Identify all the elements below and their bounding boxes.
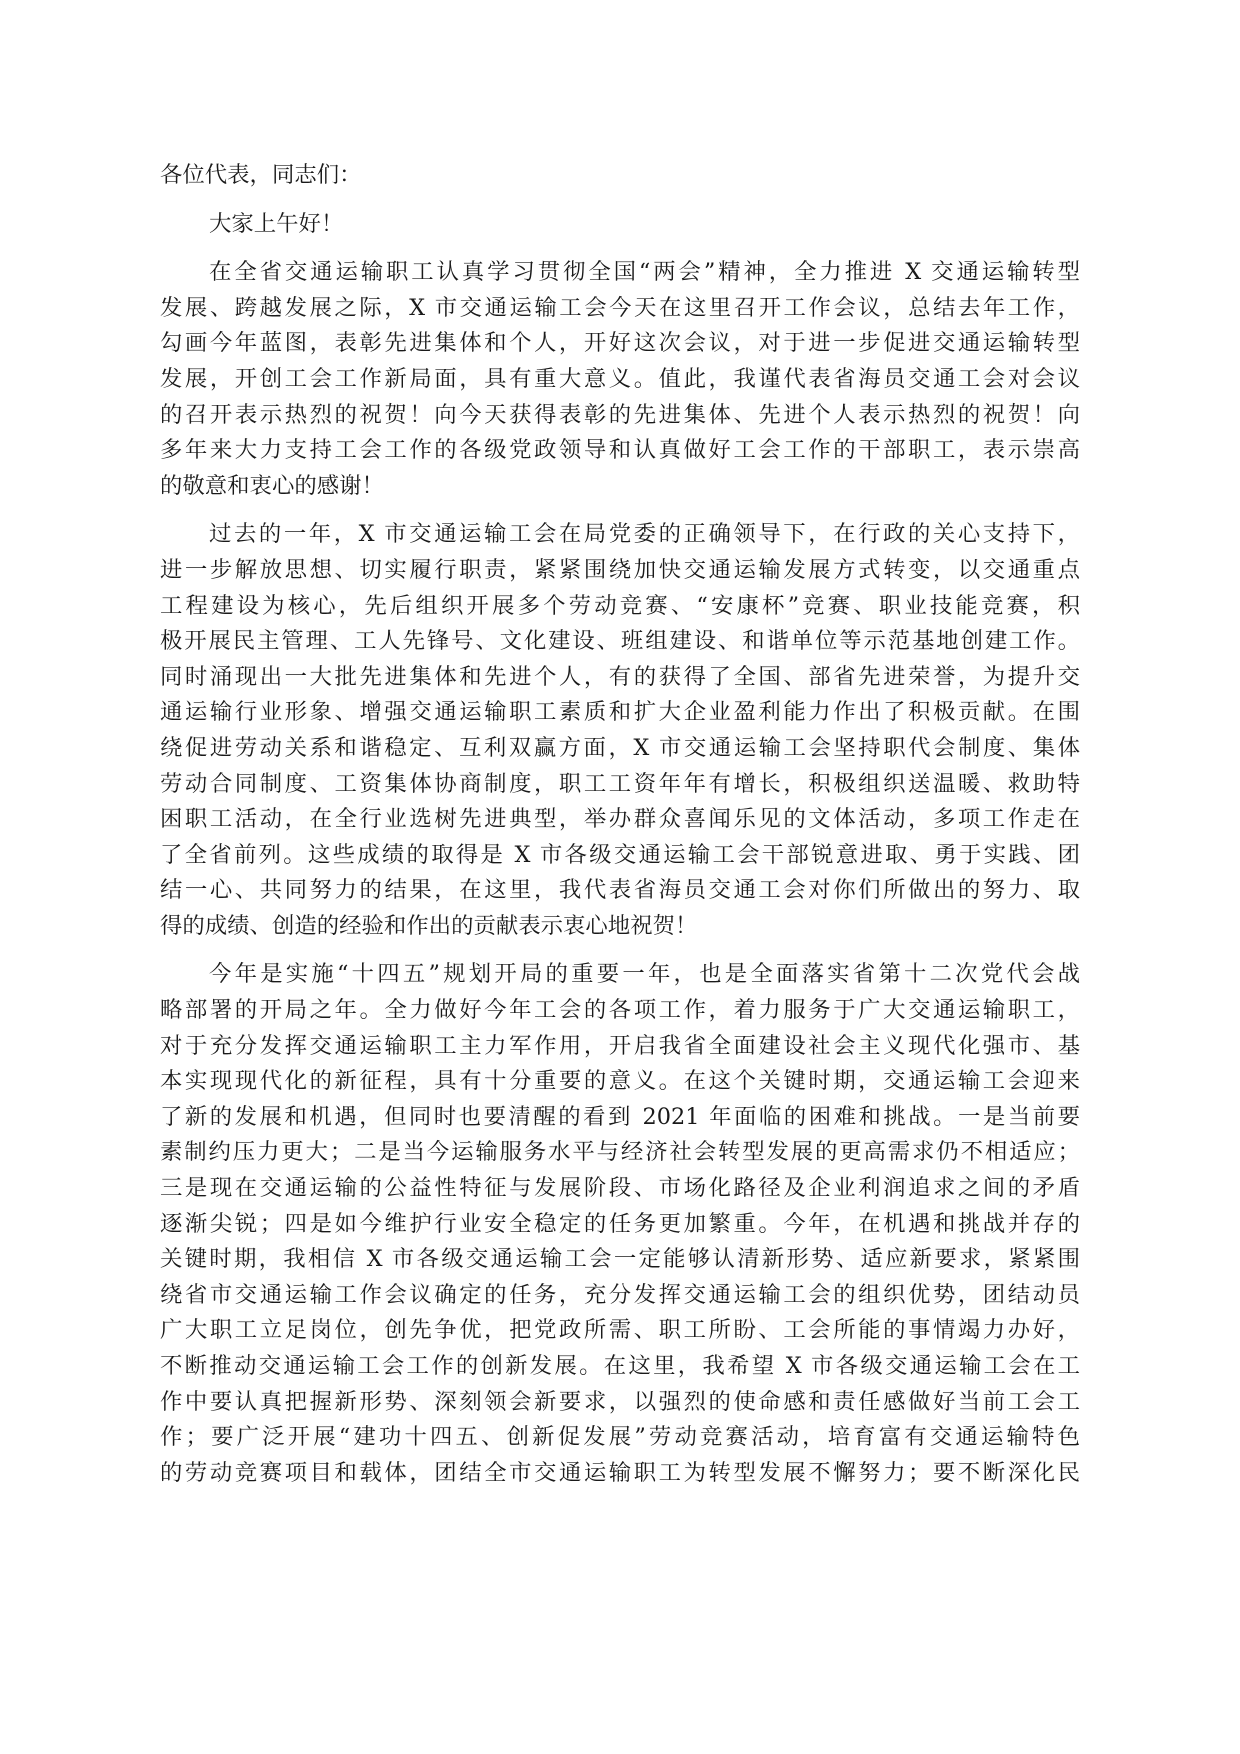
paragraph-congratulations bbox=[160, 255, 1080, 504]
paragraph-line: 的召开表示热烈的祝贺！向今天获得表彰的先进集体、先进个人表示热烈的祝贺！向 bbox=[160, 401, 1080, 428]
paragraph-line: 了新的发展和机遇，但同时也要清醒的看到 2021 年面临的困难和挑战。一是当前要 bbox=[160, 1103, 1080, 1130]
paragraph-line: 极开展民主管理、工人先锋号、文化建设、班组建设、和谐单位等示范基地创建工作。 bbox=[160, 628, 1080, 655]
paragraph-line: 作中要认真把握新形势、深刻领会新要求，以强烈的使命感和责任感做好当前工会工 bbox=[160, 1388, 1080, 1415]
paragraph-line: 今年是实施“十四五”规划开局的重要一年，也是全面落实省第十二次党代会战 bbox=[209, 961, 1080, 988]
paragraph-past-year bbox=[160, 517, 1080, 944]
paragraph-line: 同时涌现出一大批先进集体和先进个人，有的获得了全国、部省先进荣誉，为提升交 bbox=[160, 663, 1080, 690]
paragraph-line: 多年来大力支持工会工作的各级党政领导和认真做好工会工作的干部职工，表示崇高 bbox=[160, 437, 1080, 464]
paragraph-line: 绕促进劳动关系和谐稳定、互利双赢方面，X 市交通运输工会坚持职代会制度、集体 bbox=[160, 734, 1080, 761]
paragraph-line: 绕省市交通运输工作会议确定的任务，充分发挥交通运输工会的组织优势，团结动员 bbox=[160, 1281, 1080, 1308]
paragraph-line: 通运输行业形象、增强交通运输职工素质和扩大企业盈利能力作出了积极贡献。在围 bbox=[160, 699, 1080, 726]
paragraph-line: 的敬意和衷心的感谢！ bbox=[160, 472, 384, 499]
paragraph-line: 作；要广泛开展“建功十四五、创新促发展”劳动竞赛活动，培育富有交通运输特色 bbox=[160, 1424, 1080, 1451]
paragraph-line: 进一步解放思想、切实履行职责，紧紧围绕加快交通运输发展方式转变，以交通重点 bbox=[160, 556, 1080, 583]
paragraph-line: 得的成绩、创造的经验和作出的贡献表示衷心地祝贺！ bbox=[160, 912, 698, 939]
speech-body bbox=[160, 158, 1080, 1504]
paragraph-line: 三是现在交通运输的公益性特征与发展阶段、市场化路径及企业利润追求之间的矛盾 bbox=[160, 1175, 1080, 1202]
paragraph-line: 广大职工立足岗位，创先争优，把党政所需、职工所盼、工会所能的事情竭力办好， bbox=[160, 1317, 1080, 1344]
paragraph-line: 劳动合同制度、工资集体协商制度，职工工资年年有增长，积极组织送温暖、救助特 bbox=[160, 770, 1080, 797]
paragraph-line: 不断推动交通运输工会工作的创新发展。在这里，我希望 X 市各级交通运输工会在工 bbox=[160, 1353, 1080, 1379]
paragraph-line: 了全省前列。这些成绩的取得是 X 市各级交通运输工会干部锐意进取、勇于实践、团 bbox=[160, 841, 1080, 868]
paragraph-line: 逐渐尖锐；四是如今维护行业安全稳定的任务更加繁重。今年，在机遇和挑战并存的 bbox=[160, 1210, 1080, 1237]
paragraph-line: 本实现现代化的新征程，具有十分重要的意义。在这个关键时期，交通运输工会迎来 bbox=[160, 1068, 1080, 1095]
paragraph-line: 素制约压力更大；二是当今运输服务水平与经济社会转型发展的更高需求仍不相适应； bbox=[160, 1139, 1080, 1166]
salutation: 各位代表，同志们： bbox=[160, 162, 362, 188]
paragraph-line: 勾画今年蓝图，表彰先进集体和个人，开好这次会议，对于进一步促进交通运输转型 bbox=[160, 330, 1080, 357]
paragraph-line: 工程建设为核心，先后组织开展多个劳动竞赛、“安康杯”竞赛、职业技能竞赛，积 bbox=[160, 592, 1080, 619]
paragraph-line: 过去的一年，X 市交通运输工会在局党委的正确领导下，在行政的关心支持下， bbox=[209, 521, 1080, 548]
paragraph-line: 的劳动竞赛项目和载体，团结全市交通运输职工为转型发展不懈努力；要不断深化民 bbox=[160, 1459, 1080, 1486]
paragraph-line: 关键时期，我相信 X 市各级交通运输工会一定能够认清新形势、适应新要求，紧紧围 bbox=[160, 1246, 1080, 1273]
paragraph-line: 困职工活动，在全行业选树先进典型，举办群众喜闻乐见的文体活动，多项工作走在 bbox=[160, 806, 1080, 833]
paragraph-line: 发展，开创工会工作新局面，具有重大意义。值此，我谨代表省海员交通工会对会议 bbox=[160, 365, 1080, 392]
paragraph-line: 在全省交通运输职工认真学习贯彻全国“两会”精神，全力推进 X 交通运输转型 bbox=[209, 259, 1080, 286]
paragraph-line: 对于充分发挥交通运输职工主力军作用，开启我省全面建设社会主义现代化强市、基 bbox=[160, 1032, 1080, 1059]
greeting-paragraph bbox=[160, 207, 1080, 243]
paragraph-line: 结一心、共同努力的结果，在这里，我代表省海员交通工会对你们所做出的努力、取 bbox=[160, 877, 1080, 904]
greeting: 大家上午好！ bbox=[209, 210, 344, 237]
paragraph-line: 发展、跨越发展之际，X 市交通运输工会今天在这里召开工作会议，总结去年工作， bbox=[160, 294, 1080, 321]
paragraph-line: 略部署的开局之年。全力做好今年工会的各项工作，着力服务于广大交通运输职工， bbox=[160, 997, 1080, 1024]
paragraph-this-year bbox=[160, 957, 1080, 1491]
